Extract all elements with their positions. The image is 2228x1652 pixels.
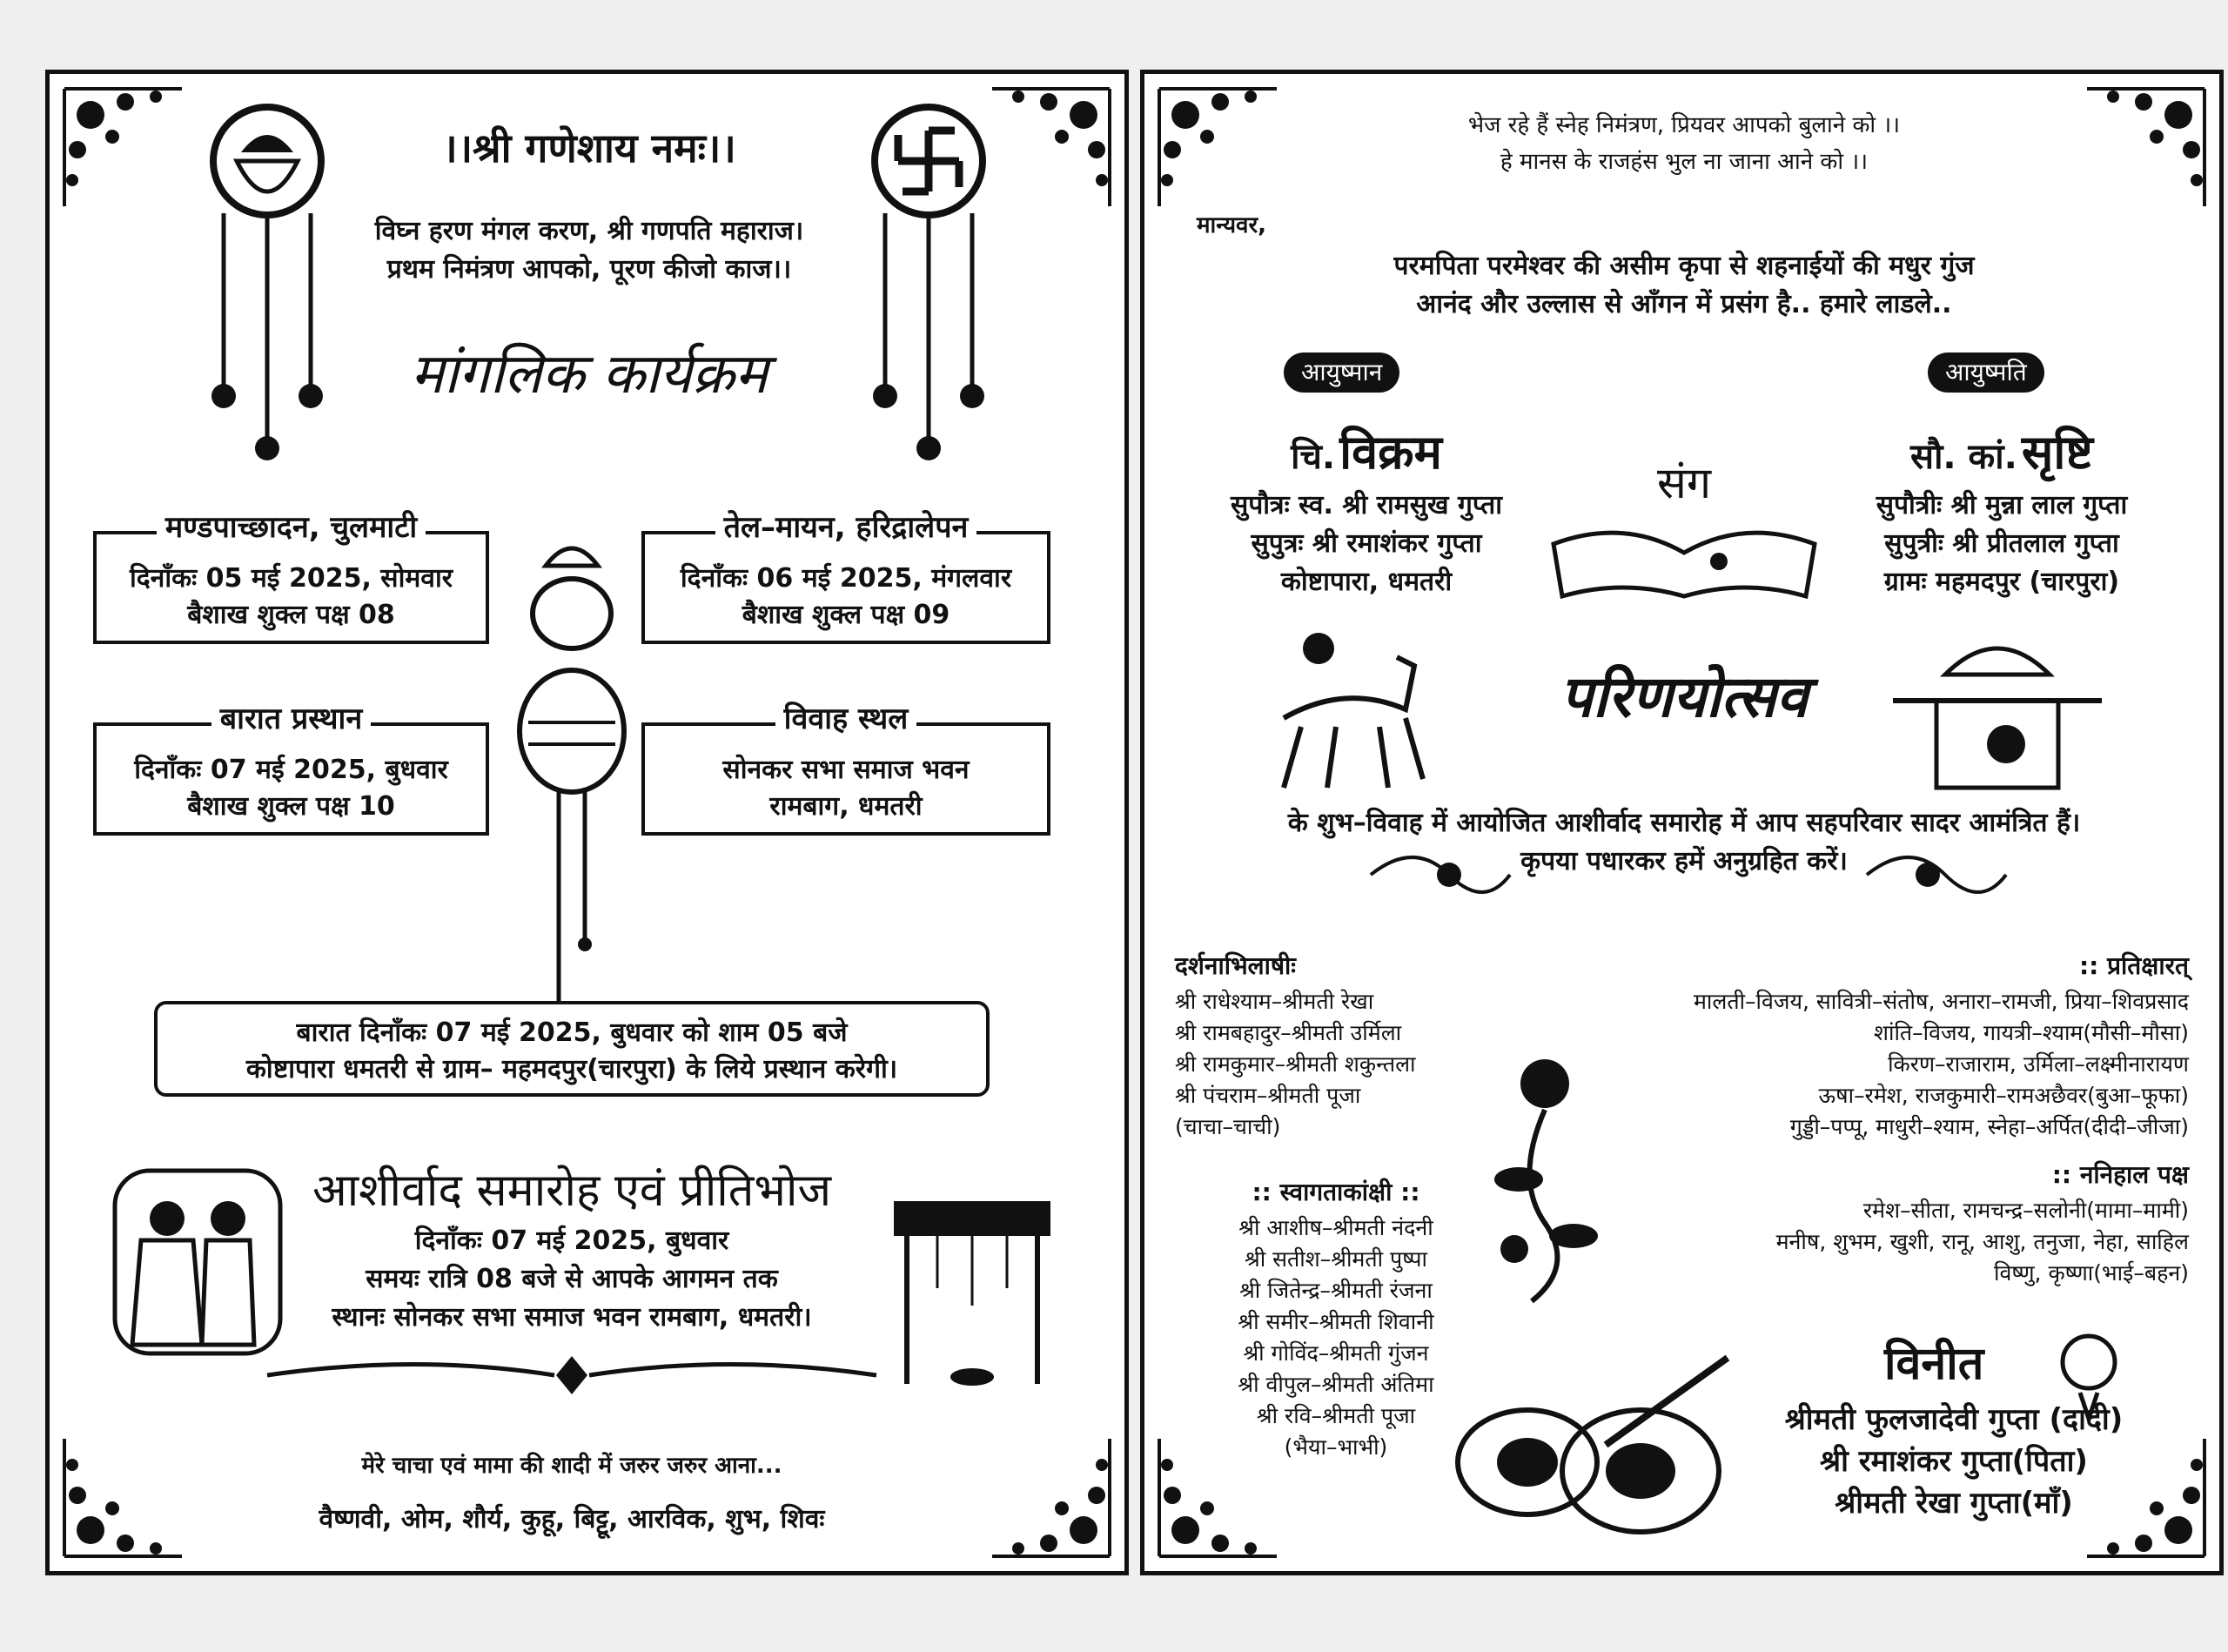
list-item: मनीष, शुभम, खुशी, रानू, आशु, तनुजा, नेहा, साहिल <box>1775 1229 2189 1254</box>
list-item: रमेश–सीता, रामचन्द्र–सलोनी(मामा–मामी) <box>1862 1198 2189 1223</box>
shloka-line-1: विघ्न हरण मंगल करण, श्री गणपति महाराज। <box>374 216 804 246</box>
groom-line-3: कोष्टापारा, धमतरी <box>1280 567 1453 597</box>
event-tithi: बैशाख शुक्ल पक्ष 10 <box>187 791 395 822</box>
corner-ornament-icon <box>2078 84 2209 215</box>
intro-line-1: परमपिता परमेश्वर की असीम कृपा से शहनाईयों की मधुर गुंज <box>1393 251 1975 281</box>
holding-hands-icon <box>1545 509 1823 614</box>
list-item: श्री वीपुल–श्रीमती अंतिमा <box>1238 1372 1434 1397</box>
list-item: किरण–राजाराम, उर्मिला–लक्ष्मीनारायण <box>1888 1051 2189 1077</box>
event-title: विवाह स्थल <box>775 702 917 736</box>
list-item: श्री रवि–श्रीमती पूजा <box>1256 1403 1416 1428</box>
list-item: श्री रामबहादुर–श्रीमती उर्मिला <box>1175 1020 1402 1045</box>
kalash-pole-icon <box>507 531 637 1027</box>
event-date: दिनाँकः 06 मई 2025, मंगलवार <box>680 563 1012 594</box>
event-box-mandap <box>93 510 489 644</box>
event-box-barat <box>93 702 489 836</box>
salutation: मान्यवर, <box>1197 212 1266 238</box>
intro-line-2: आनंद और उल्लास से आँगन में प्रसंग है.. हमारे लाडले.. <box>1416 289 1952 319</box>
reception-time: समयः रात्रि 08 बजे से आपके आगमन तक <box>366 1264 778 1294</box>
list-item: गुड्डी–पप्पू, माधुरी–श्याम, स्नेहा–अर्पित(दीदी–जीजा) <box>1789 1114 2189 1139</box>
vinit-line-1: श्रीमती फुलजादेवी गुप्ता (दादी) <box>1784 1402 2124 1437</box>
reception-title: आशीर्वाद समारोह एवं प्रीतिभोज <box>312 1165 832 1217</box>
list-item: (चाचा–चाची) <box>1175 1114 1281 1139</box>
kids-line: मेरे चाचा एवं मामा की शादी में जरुर जरुर आना... <box>361 1453 782 1479</box>
groom-name-row <box>1179 418 1554 482</box>
bride-name-row <box>1810 418 2193 482</box>
list-item: श्री पंचराम–श्रीमती पूजा <box>1175 1083 1361 1108</box>
event-date: दिनाँकः 07 मई 2025, बुधवार <box>134 755 448 785</box>
bride-line-3: ग्रामः महमदपुर (चारपुरा) <box>1883 567 2120 597</box>
list-item: श्री सतीश–श्रीमती पुष्पा <box>1245 1246 1427 1272</box>
event-title: बारात प्रस्थान <box>211 702 371 736</box>
list-item: श्री रामकुमार–श्रीमती शकुन्तला <box>1175 1051 1416 1077</box>
invite-line-1: के शुभ–विवाह में आयोजित आशीर्वाद समारोह में आप सहपरिवार सादर आमंत्रित हैं। <box>1287 808 2081 838</box>
groom-line-1: सुपौत्रः स्व. श्री रामसुख गुप्ता <box>1230 490 1503 520</box>
dhol-shehnai-icon <box>1449 1340 1745 1558</box>
invite-line-2: कृपया पधारकर हमें अनुग्रहित करें। <box>1520 846 1848 876</box>
reception-date: दिनाँकः 07 मई 2025, बुधवार <box>414 1226 729 1256</box>
barat-notice-box <box>154 1001 990 1097</box>
couple-seated-icon <box>97 1153 298 1380</box>
event-date: सोनकर सभा समाज भवन <box>722 755 970 785</box>
swagat-title: :: स्वागताकांक्षी :: <box>1252 1178 1420 1206</box>
reception-place: स्थानः सोनकर सभा समाज भवन रामबाग, धमतरी। <box>332 1302 812 1333</box>
list-item: श्री राधेश्याम–श्रीमती रेखा <box>1175 989 1374 1014</box>
event-title: तेल–मायन, हरिद्रालेपन <box>715 510 977 545</box>
couplet-line-2: हे मानस के राजहंस भुल ना जाना आने को ।। <box>1500 149 1869 175</box>
list-item: मालती–विजय, सावित्री–संतोष, अनारा–रामजी, प्रिया–शिवप्रसाद <box>1693 989 2189 1014</box>
list-item: विष्णु, कृष्णा(भाई–बहन) <box>1994 1260 2189 1286</box>
list-item: शांति–विजय, गायत्री–श्याम(मौसी–मौसा) <box>1873 1020 2189 1045</box>
bride-tag: आयुष्मति <box>1928 353 2044 393</box>
bride-line-1: सुपौत्रीः श्री मुन्ना लाल गुप्ता <box>1876 490 2128 520</box>
bride-line-2: सुपुत्रीः श्री प्रीतलाल गुप्ता <box>1884 528 2119 559</box>
sang-label: संग <box>1657 458 1711 508</box>
barat-notice-line-1: बारात दिनाँकः 07 मई 2025, बुधवार को शाम 05 बजे <box>296 1017 848 1048</box>
mangalik-title: मांगलिक कार्यक्रम <box>410 342 768 406</box>
vinit-line-2: श्री रमाशंकर गुप्ता(पिता) <box>1820 1444 2088 1479</box>
list-item: श्री जितेन्द्र–श्रीमती रंजना <box>1239 1278 1433 1303</box>
groom-line-2: सुपुत्रः श्री रमाशंकर गुप्ता <box>1251 528 1482 559</box>
pratiksha-title: :: प्रतिक्षारत् <box>2078 951 2189 980</box>
vinit-line-3: श्रीमती रेखा गुप्ता(माँ) <box>1835 1486 2073 1521</box>
list-item: ऊषा–रमेश, राजकुमारी–रामअछैवर(बुआ–फूफा) <box>1818 1083 2189 1108</box>
corner-ornament-icon <box>1155 84 1285 215</box>
bride-name: सृष्टि <box>2021 425 2093 480</box>
nanihal-title: :: ननिहाल पक्ष <box>2051 1160 2189 1189</box>
event-tithi: रामबाग, धमतरी <box>769 791 923 822</box>
darshan-title: दर्शनाभिलाषीः <box>1175 951 1296 980</box>
darshan-list <box>1175 986 1523 1143</box>
ganesh-vandana: ।।श्री गणेशाय नमः।। <box>442 124 736 171</box>
event-date: दिनाँकः 05 मई 2025, सोमवार <box>129 563 453 594</box>
list-item: (भैया–भाभी) <box>1284 1434 1388 1460</box>
doli-icon <box>1884 614 2111 805</box>
event-title: मण्डपाच्छादन, चुलमाटी <box>157 510 426 545</box>
groom-tag: आयुष्मान <box>1284 353 1399 393</box>
event-box-tel <box>641 510 1050 644</box>
list-item: श्री समीर–श्रीमती शिवानी <box>1238 1309 1434 1334</box>
right-page <box>1140 70 2224 1575</box>
shloka-line-2: प्रथम निमंत्रण आपको, पूरण कीजो काज।। <box>386 254 792 285</box>
floral-swirl-icon <box>1362 840 1519 910</box>
barat-notice-line-2: कोष्टापारा धमतरी से ग्राम– महमदपुर(चारपुरा) के लिये प्रस्थान करेगी। <box>245 1054 898 1085</box>
couplet-line-1: भेज रहे हैं स्नेह निमंत्रण, प्रियवर आपको बुलाने को ।। <box>1467 112 1901 138</box>
kids-names: वैष्णवी, ओम, शौर्य, कुहू, बिट्टू, आरविक, शुभ, शिवः <box>319 1504 825 1534</box>
pratiksha-list <box>1527 986 2189 1143</box>
groom-horse-icon <box>1258 614 1440 805</box>
parinayotsav-title: परिणयोत्सव <box>1560 662 1809 730</box>
corner-ornament-icon <box>60 84 191 215</box>
groom-prefix: चि. <box>1291 437 1336 477</box>
list-item: श्री आशीष–श्रीमती नंदनी <box>1238 1215 1433 1240</box>
event-tithi: बैशाख शुक्ल पक्ष 09 <box>742 600 950 630</box>
bride-prefix: सौ. कां. <box>1910 437 2017 477</box>
groom-name: विक्रम <box>1339 425 1442 480</box>
nanihal-list <box>1562 1195 2189 1289</box>
corner-ornament-icon <box>60 1430 191 1561</box>
list-item: श्री गोविंद–श्रीमती गुंजन <box>1243 1340 1429 1366</box>
floral-divider-icon <box>258 1349 885 1401</box>
vinit-title: विनीत <box>1884 1338 1984 1390</box>
corner-ornament-icon <box>983 1430 1114 1561</box>
event-box-venue <box>641 702 1050 836</box>
mandap-icon <box>885 1184 1059 1393</box>
left-page <box>45 70 1129 1575</box>
floral-swirl-icon <box>1858 840 2015 910</box>
event-tithi: बैशाख शुक्ल पक्ष 08 <box>187 600 395 630</box>
